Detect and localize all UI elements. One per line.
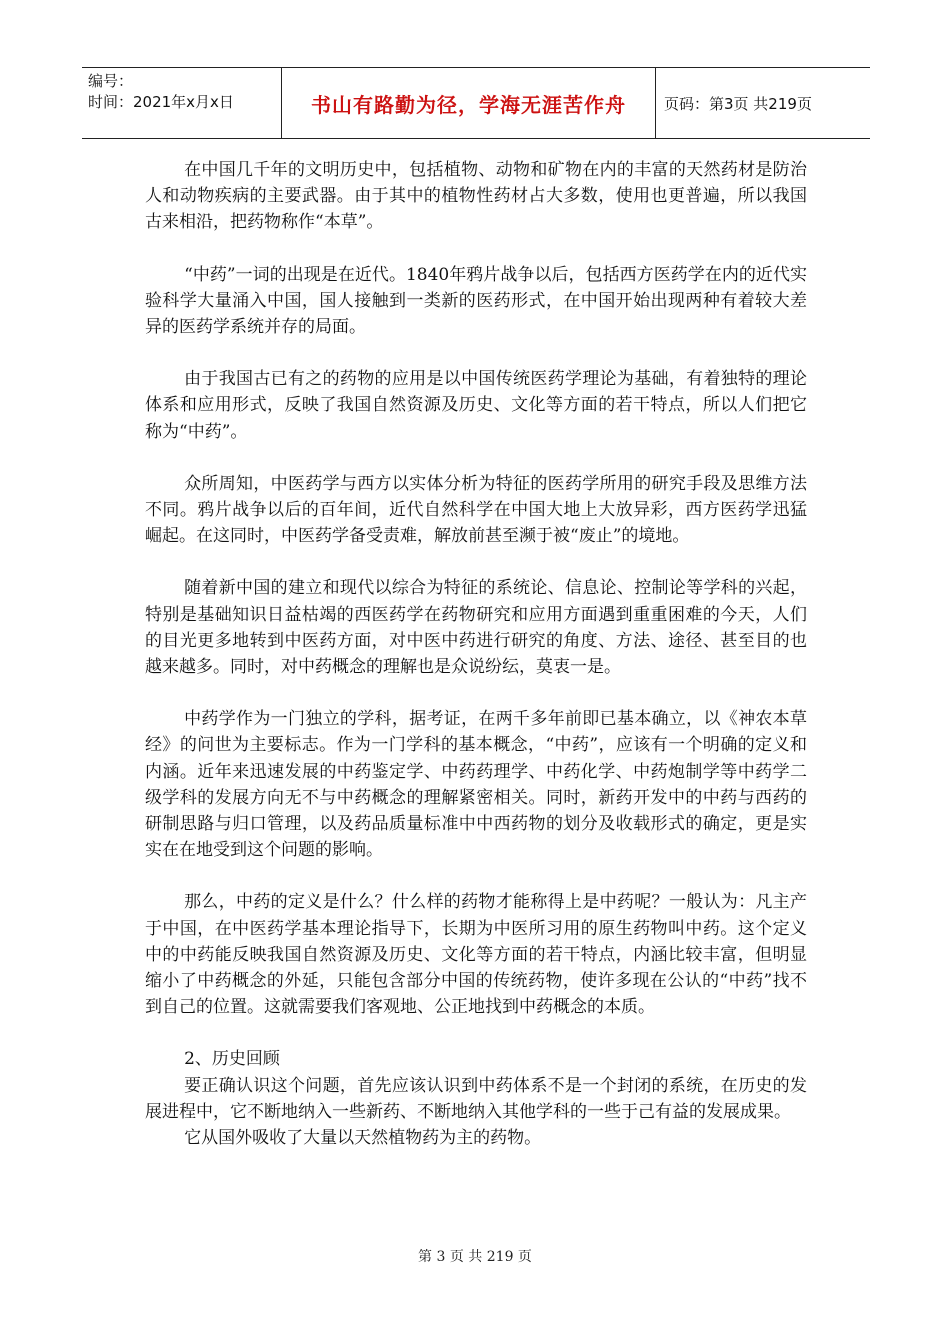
paragraph: 众所周知，中医药学与西方以实体分析为特征的医药学所用的研究手段及思维方法不同。鸦片战争以后的百年间，近代自然科学在中国大地上大放异彩，西方医药学迅猛崛起。在这同时，中医药学备受责难，解放前甚至濒于被“废止”的境地。: [145, 473, 807, 547]
header-motto-cell: [282, 68, 656, 138]
paragraph: 那么，中药的定义是什么？什么样的药物才能称得上是中药呢？一般认为：凡主产于中国，在中医药学基本理论指导下，长期为中医所习用的原生药物叫中药。这个定义中的中药能反映我国自然资源及历史、文化等方面的若干特点，内涵比较丰富，但明显缩小了中药概念的外延，只能包含部分中国的传统药物，使许多现在公认的“中药”找不到自己的位置。这就需要我们客观地、公正地找到中药概念的本质。: [145, 892, 807, 1018]
paragraph: “中药”一词的出现是在近代。1840年鸦片战争以后，包括西方医药学在内的近代实验科学大量涌入中国，国人接触到一类新的医药形式，在中国开始出现两种有着较大差异的医药学系统并存的局面。: [145, 264, 807, 338]
page-footer: 第 3 页 共 219 页: [418, 1249, 532, 1265]
paragraph: 要正确认识这个问题，首先应该认识到中药体系不是一个封闭的系统，在历史的发展进程中，它不断地纳入一些新药、不断地纳入其他学科的一些于己有益的发展成果。: [145, 1075, 807, 1122]
paragraph: 由于我国古已有之的药物的应用是以中国传统医药学理论为基础，有着独特的理论体系和应用形式，反映了我国自然资源及历史、文化等方面的若干特点，所以人们把它称为“中药”。: [145, 369, 807, 442]
paragraph: 在中国几千年的文明历史中，包括植物、动物和矿物在内的丰富的天然药材是防治人和动物疾病的主要武器。由于其中的植物性药材占大多数，使用也更普遍，所以我国古来相沿，把药物称作“本草”。: [145, 160, 807, 233]
header-page-cell: [656, 68, 870, 138]
header-motto: 书山有路勤为径，学海无涯苦作舟: [311, 92, 626, 117]
document-number-label: 编号：: [88, 72, 134, 90]
header-page-info: 页码：第3页 共219页: [664, 94, 812, 113]
paragraph: 随着新中国的建立和现代以综合为特征的系统论、信息论、控制论等学科的兴起，特别是基础知识日益枯竭的西医药学在药物研究和应用方面遇到重重困难的今天，人们的目光更多地转到中医药方面，对中医中药进行研究的角度、方法、途径、甚至目的也越来越多。同时，对中药概念的理解也是众说纷纭，莫衷一是。: [145, 578, 807, 678]
section-heading: 2、历史回顾: [184, 1049, 280, 1070]
header-meta-cell: [82, 68, 282, 138]
document-body: [145, 157, 807, 1151]
header-table: [82, 67, 870, 139]
paragraph: 中药学作为一门独立的学科，据考证，在两千多年前即已基本确立，以《神农本草经》的问世为主要标志。作为一门学科的基本概念，“中药”，应该有一个明确的定义和内涵。近年来迅速发展的中药鉴定学、中药药理学、中药化学、中药炮制学等中药学二级学科的发展方向无不与中药概念的理解紧密相关。同时，新药开发中的中药与西药的研制思路与归口管理，以及药品质量标准中中西药物的划分及收载形式的确定，更是实实在在地受到这个问题的影响。: [145, 709, 807, 861]
paragraph: 它从国外吸收了大量以天然植物药为主的药物。: [184, 1128, 542, 1149]
document-date-label: 时间：2021年x月x日: [88, 93, 234, 111]
